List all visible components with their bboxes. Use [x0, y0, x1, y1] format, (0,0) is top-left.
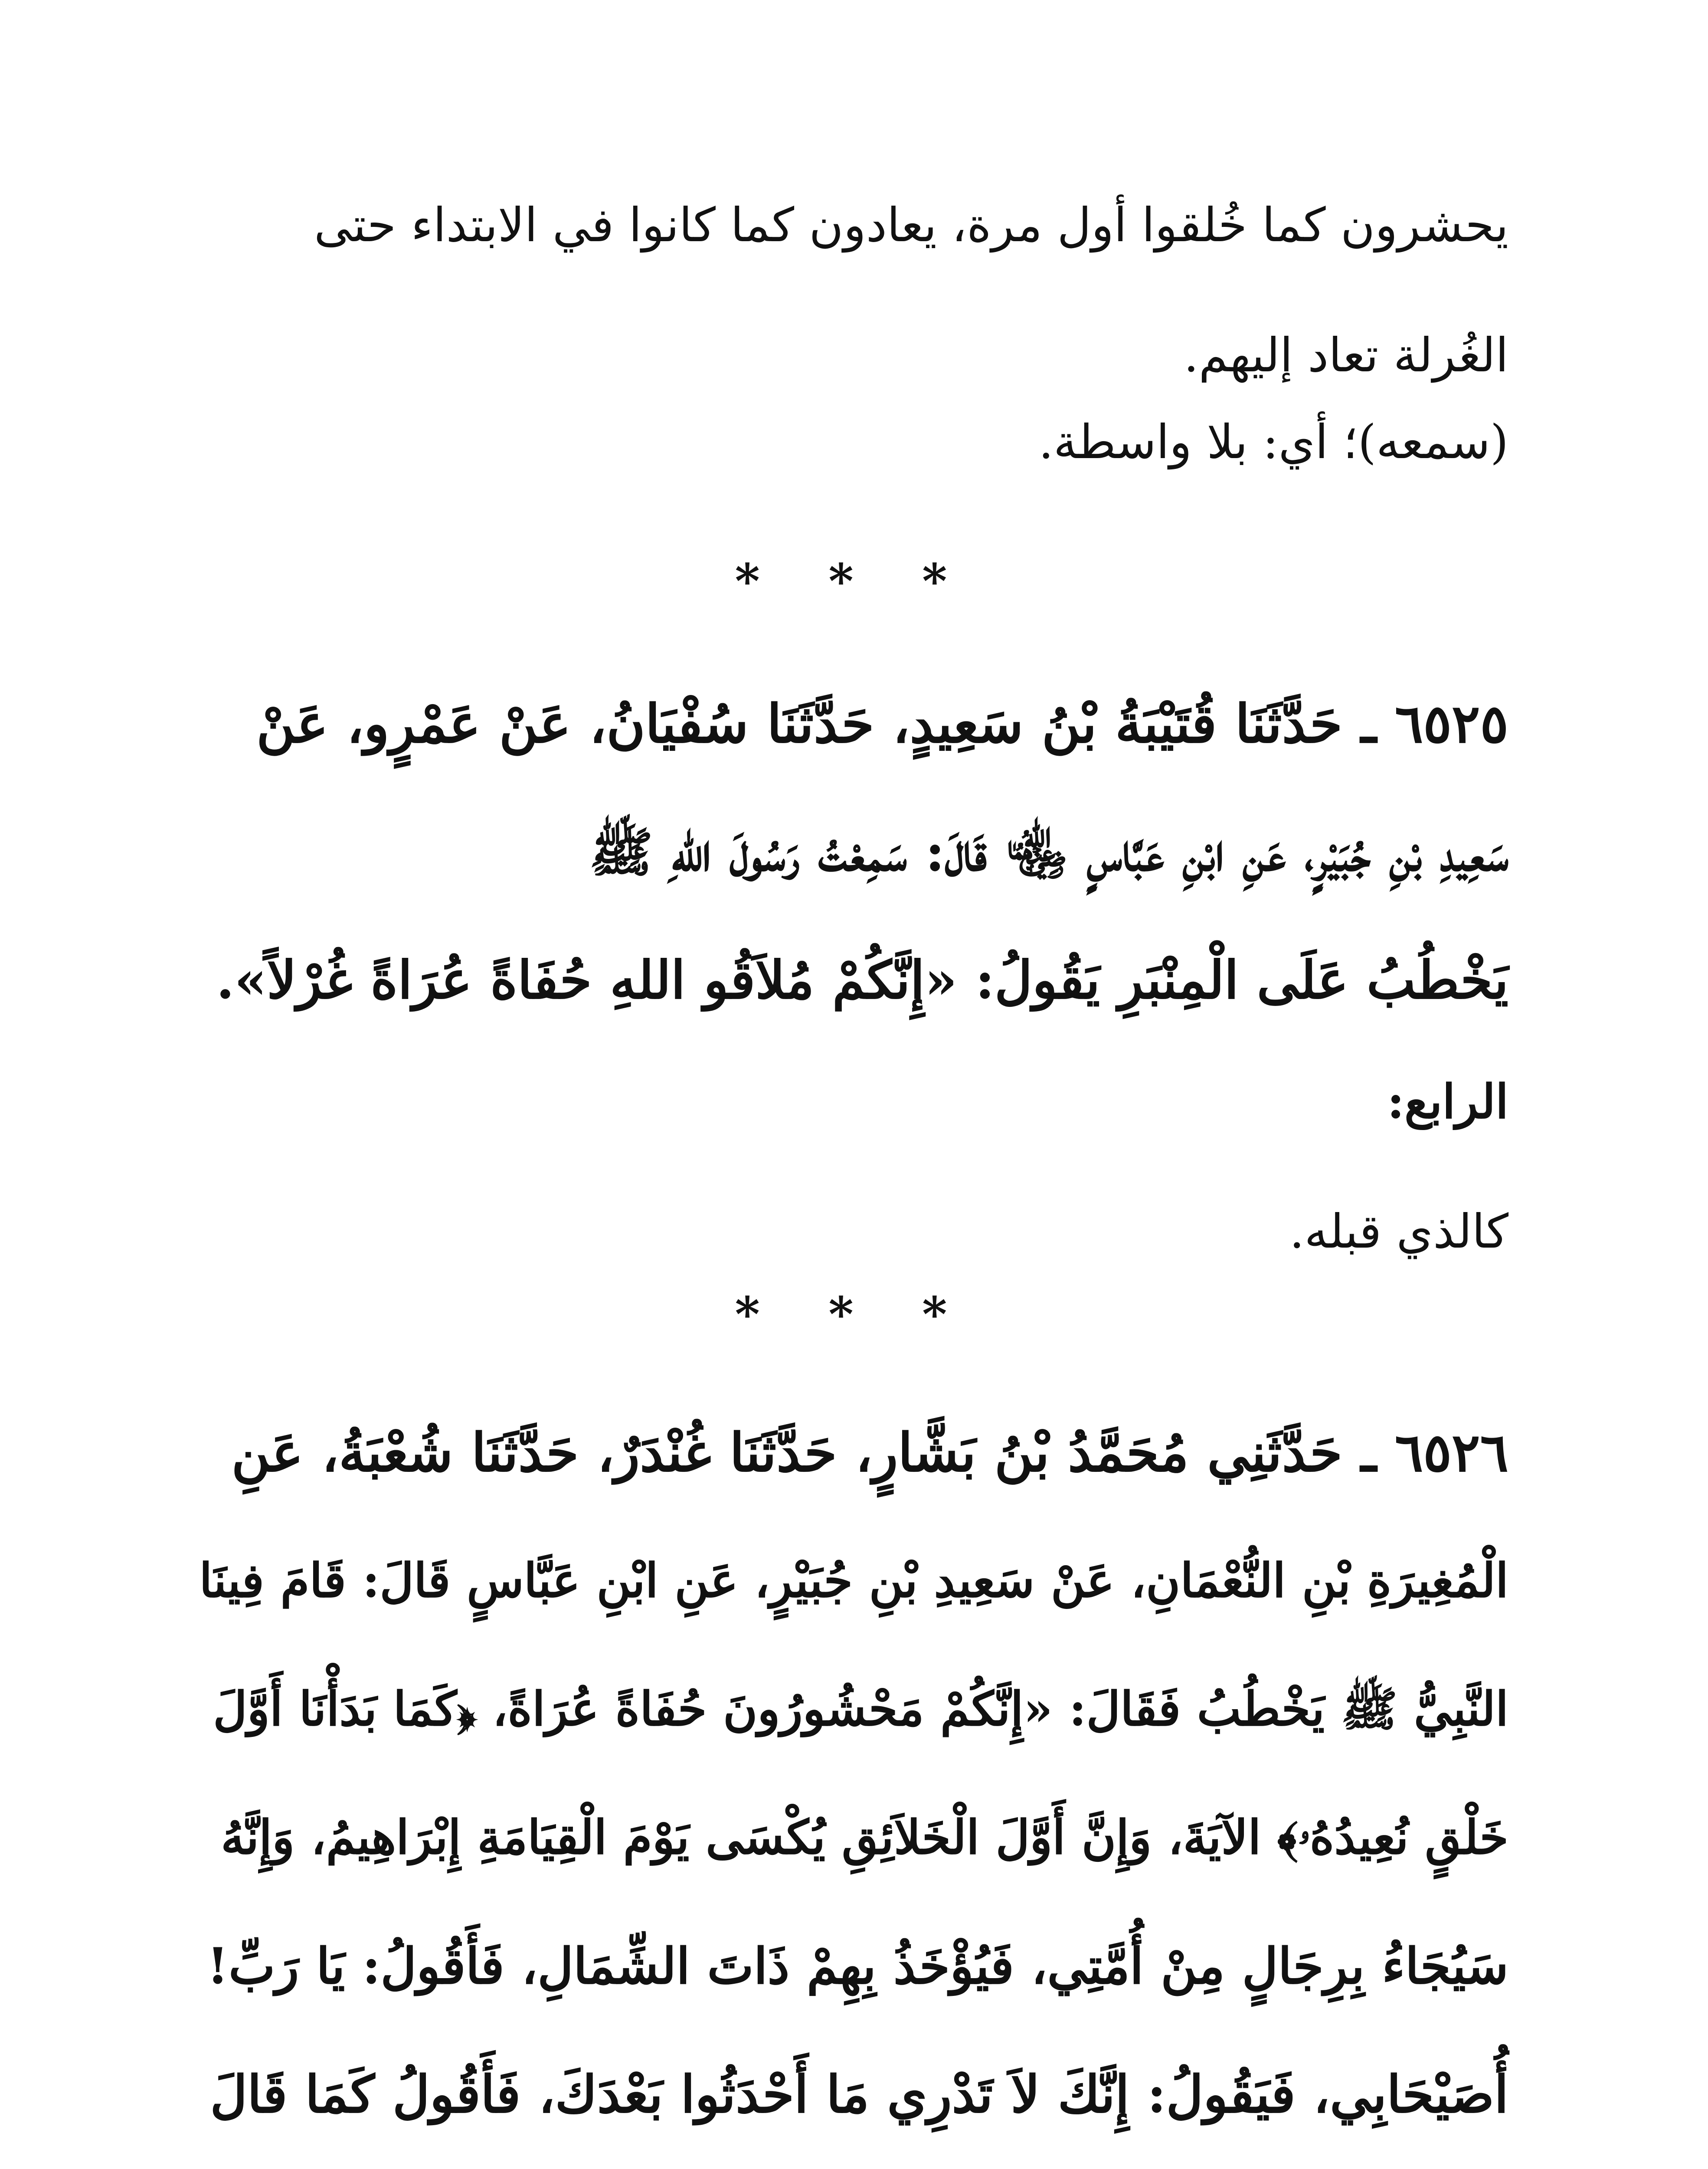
text-line: النَّبِيُّ ﷺ يَخْطُبُ فَقَالَ: «إِنَّكُمْ مَحْشُورُونَ حُفَاةً عُرَاةً، ﴿كَمَا بَدَأْنَا أَوَّلَ — [213, 1682, 1508, 1737]
hadith-6525 — [199, 659, 1508, 1045]
text-line: الْمُغِيرَةِ بْنِ النُّعْمَانِ، عَنْ سَعِيدِ بْنِ جُبَيْرٍ، عَنِ ابْنِ عَبَّاسٍ قَالَ: قَامَ فِينَا — [199, 1553, 1508, 1608]
text-line: (سمعه)؛ أي: بلا واسطة. — [1038, 415, 1508, 469]
text-line: الغُرلة تعاد إليهم. — [1184, 328, 1508, 383]
commentary-paragraph-3 — [199, 1037, 1508, 1297]
text-line: سَعِيدِ بْنِ جُبَيْرٍ، عَنِ ابْنِ عَبَّاسٍ ﵄ قَالَ: سَمِعْتُ رَسُولَ اللهِ ﷺ — [589, 821, 1508, 883]
text-line — [199, 2159, 1508, 2169]
text-line: خَلْقٍ نُعِيدُهُۥ﴾ الآيَةَ، وَإِنَّ أَوَّلَ الْخَلاَئِقِ يُكْسَى يَوْمَ الْقِيَامَةِ إِبْرَاهِيمُ، وَإِنَّهُ — [221, 1810, 1508, 1865]
section-heading: الرابع: — [1387, 1075, 1508, 1129]
section-separator-2: * * * — [735, 1286, 973, 1342]
text-line: سَيُجَاءُ بِرِجَالٍ مِنْ أُمَّتِي، فَيُؤْخَذُ بِهِمْ ذَاتَ الشِّمَالِ، فَأَقُولُ: يَا رَبِّ! — [207, 1937, 1508, 1995]
text-line: ٦٥٢٥ ـ حَدَّثَنَا قُتَيْبَةُ بْنُ سَعِيدٍ، حَدَّثَنَا سُفْيَانُ، عَنْ عَمْرٍو، عَنْ — [256, 692, 1508, 755]
text-line: ٦٥٢٦ ـ حَدَّثَنِي مُحَمَّدُ بْنُ بَشَّارٍ، حَدَّثَنَا غُنْدَرٌ، حَدَّثَنَا شُعْبَةُ، عَنِ — [231, 1421, 1508, 1484]
commentary-paragraph-2 — [199, 377, 1508, 508]
text-line: أُصَيْحَابِي، فَيَقُولُ: إِنَّكَ لاَ تَدْرِي مَا أَحْدَثُوا بَعْدَكَ، فَأَقُولُ كَمَا قَالَ — [210, 2064, 1508, 2124]
text-line: يَخْطُبُ عَلَى الْمِنْبَرِ يَقُولُ: «إِنَّكُمْ مُلاَقُو اللهِ حُفَاةً عُرَاةً غُرْلاً». — [216, 950, 1508, 1011]
text-line: يحشرون كما خُلقوا أول مرة، يعادون كما كانوا في الابتداء حتى — [314, 198, 1508, 252]
hadith-6526 — [199, 1388, 1508, 2169]
text-line: كالذي قبله. — [1289, 1205, 1508, 1259]
section-separator-1: * * * — [735, 553, 973, 609]
